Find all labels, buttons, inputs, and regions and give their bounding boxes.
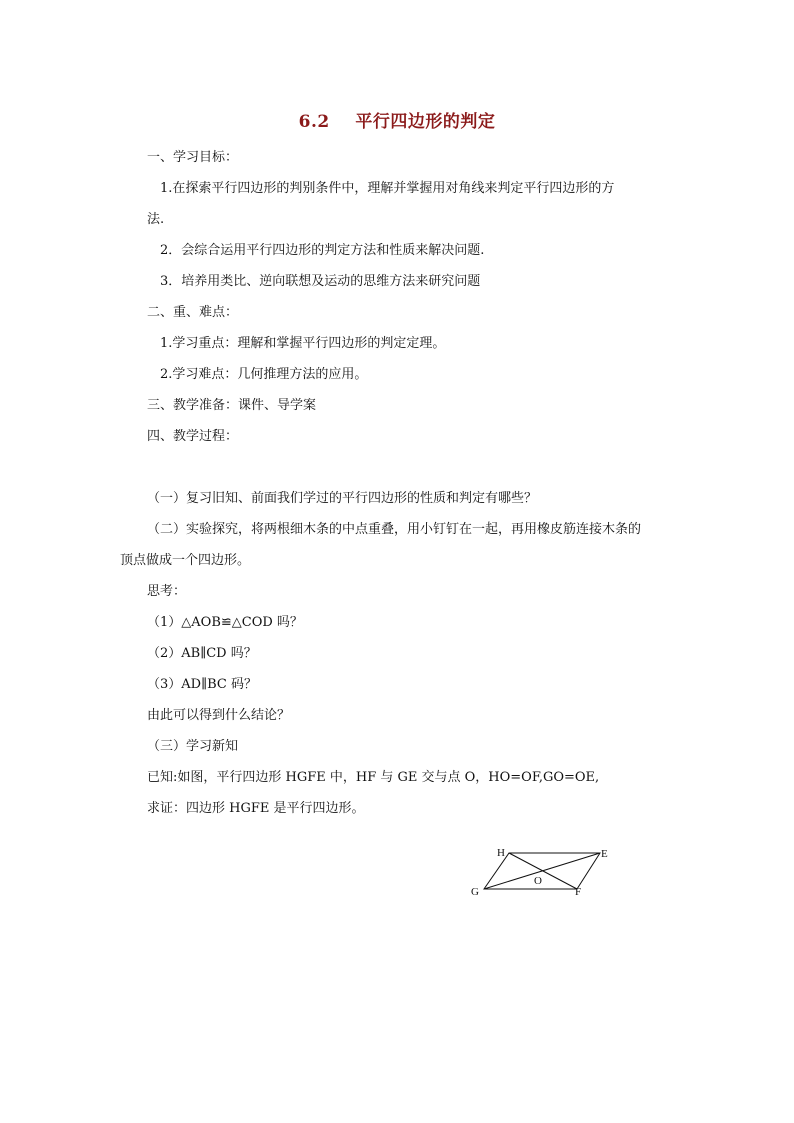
process-heading: 四、教学过程： [147,429,239,444]
parallelogram-figure [466,840,626,900]
key-points-heading: 二、重、难点： [147,305,239,320]
goals-heading: 一、学习目标： [147,150,239,165]
vertex-label-e: E [601,848,608,860]
review-question: （一）复习旧知、前面我们学过的平行四边形的性质和判定有哪些？ [147,491,538,506]
new-knowledge-heading: （三）学习新知 [147,739,239,754]
exploration-line-2: 顶点做成一个四边形。 [120,553,251,568]
question-1: （1）△AOB≌△COD 吗？ [147,615,303,630]
conclusion-question: 由此可以得到什么结论？ [147,708,291,723]
center-label-o: O [534,875,542,887]
goal-3: 3．培养用类比、逆向联想及运动的思维方法来研究问题 [160,274,481,289]
key-point-1: 1.学习重点：理解和掌握平行四边形的判定定理。 [160,336,446,351]
vertex-label-h: H [497,847,505,859]
goal-1-line-2: 法. [147,212,165,227]
page-title: 6.2 平行四边形的判定 [298,112,496,132]
question-2: （2）AB∥CD 吗？ [147,646,257,661]
vertex-label-f: F [575,886,582,898]
question-3: （3）AD∥BC 码？ [147,677,257,692]
exploration-line-1: （二）实验探究，将两根细木条的中点重叠，用小钉钉在一起，再用橡皮筋连接木条的 [147,522,642,537]
goal-2: 2．会综合运用平行四边形的判定方法和性质来解决问题. [160,243,485,258]
prove-statement: 求证：四边形 HGFE 是平行四边形。 [147,801,365,816]
vertex-label-g: G [471,886,479,898]
teaching-prep: 三、教学准备：课件、导学案 [147,398,317,413]
think-heading: 思考： [147,584,187,599]
given-statement: 已知:如图，平行四边形 HGFE 中，HF 与 GE 交与点 O，HO=OF,GO=OE, [147,770,600,785]
goal-1-line-1: 1.在探索平行四边形的判别条件中，理解并掌握用对角线来判定平行四边形的方 [160,181,615,196]
key-point-2: 2.学习难点：几何推理方法的应用。 [160,367,368,382]
